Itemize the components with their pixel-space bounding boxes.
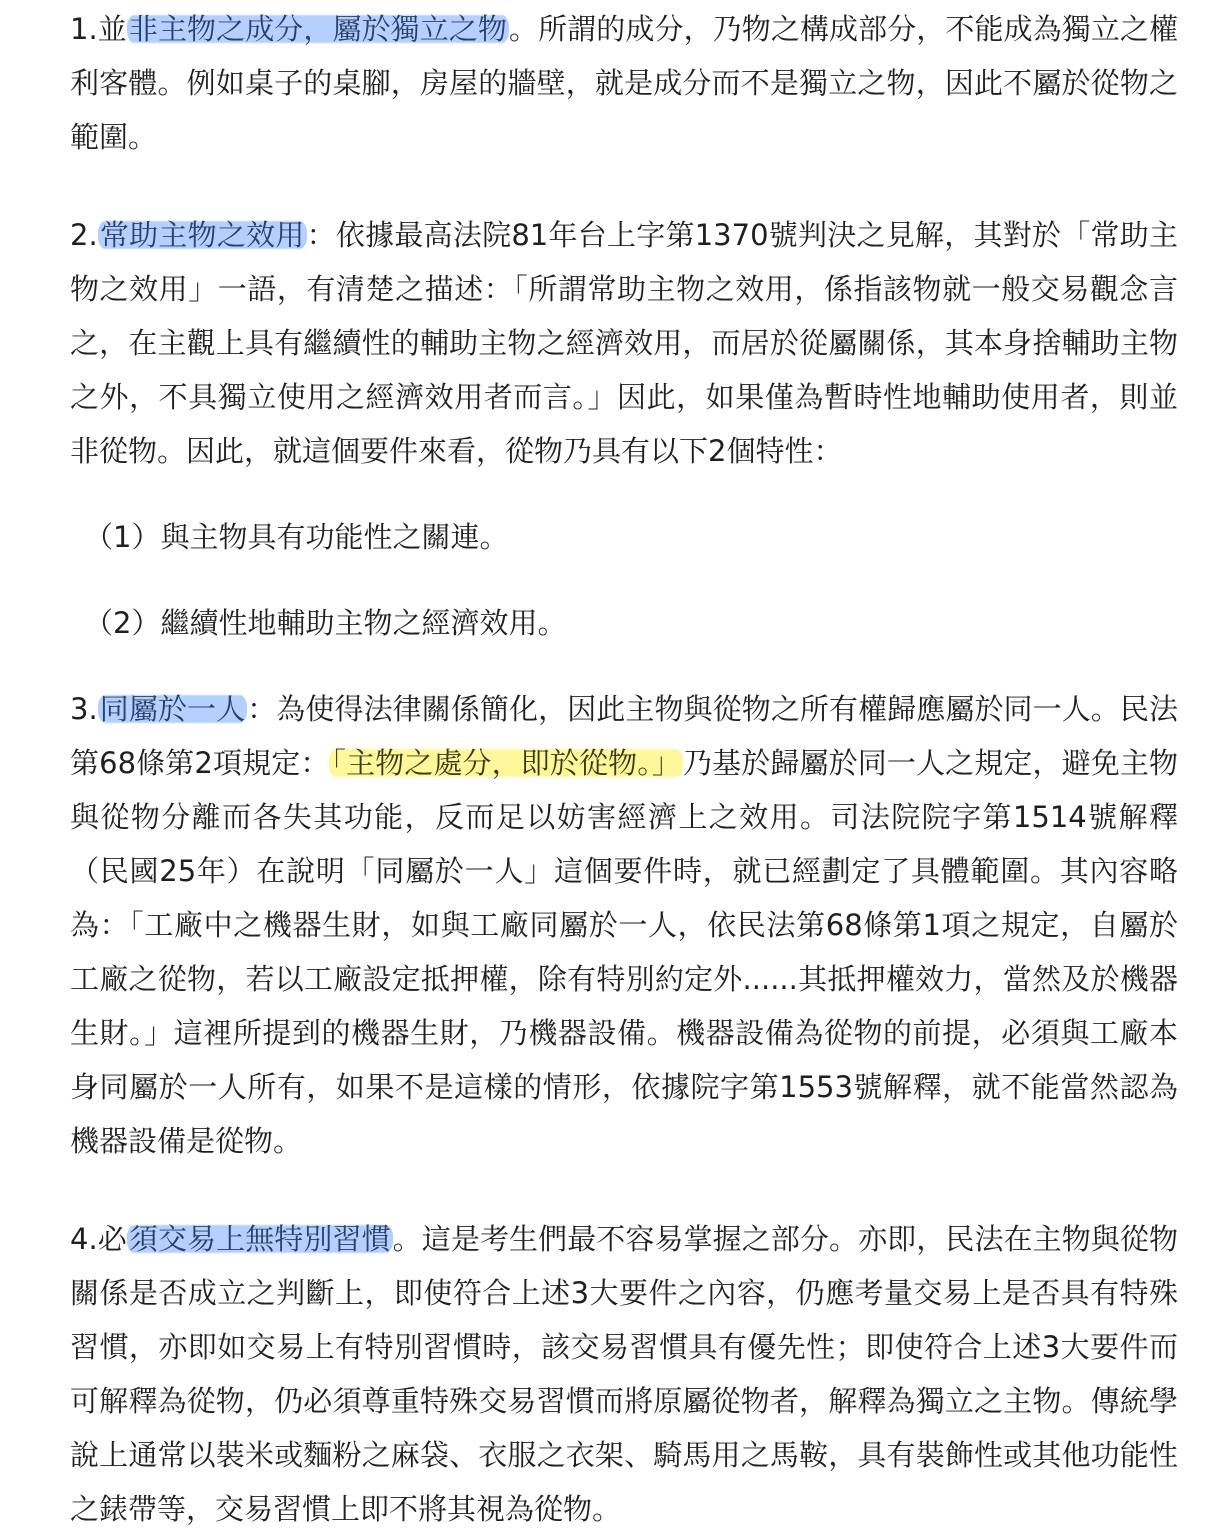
paragraph-3-prefix: 3. (70, 692, 98, 726)
spacer (70, 478, 1178, 510)
spacer (70, 164, 1178, 208)
paragraph-3-highlight: 同屬於一人 (99, 692, 246, 726)
document-page (70, 2, 1178, 1536)
paragraph-3-text-b: 乃基於歸屬於同一人之規定，避免主物與從物分離而各失其功能，反而足以妨害經濟上之效用。司法院院字第1514號解釋（民國25年）在說明「同屬於一人」這個要件時，就已經劃定了具體範圍。其內容略為：「工廠中之機器生財，如與工廠同屬於一人，依民法第68條第1項之規定，自屬於工廠之從物，若以工廠設定抵押權，除有特別約定外......其抵押權效力，當然及於機器生財。」這裡所提到的機器生財，乃機器設備。機器設備為從物的前提，必須與工廠本身同屬於一人所有，如果不是這樣的情形，依據院字第1553號解釋，就不能當然認為機器設備是從物。 (70, 746, 1178, 1158)
paragraph-4-prefix: 4.必 (70, 1222, 127, 1256)
paragraph-3 (70, 682, 1178, 1168)
paragraph-4-highlight: 須交易上無特別習慣 (128, 1222, 391, 1256)
paragraph-1-prefix: 1.並 (70, 12, 127, 46)
paragraph-2-prefix: 2. (70, 218, 98, 252)
spacer (70, 564, 1178, 596)
paragraph-1-text: 。所謂的成分，乃物之構成部分，不能成為獨立之權利客體。例如桌子的桌腳，房屋的牆壁，就是成分而不是獨立之物，因此不屬於從物之範圍。 (70, 12, 1178, 154)
list-item-1: （1）與主物具有功能性之關連。 (84, 520, 509, 554)
paragraph-4 (70, 1212, 1178, 1536)
paragraph-1 (70, 2, 1178, 164)
paragraph-3-yellow-highlight: 「主物之處分，即於從物。」 (331, 746, 682, 780)
paragraph-4-text: 。這是考生們最不容易掌握之部分。亦即，民法在主物與從物關係是否成立之判斷上，即使符合上述3大要件之內容，仍應考量交易上是否具有特殊習慣，亦即如交易上有特別習慣時，該交易習慣具有優先性；即使符合上述3大要件而可解釋為從物，仍必須尊重特殊交易習慣而將原屬從物者，解釋為獨立之主物。傳統學說上通常以裝米或麵粉之麻袋、衣服之衣架、騎馬用之馬鞍，具有裝飾性或其他功能性之錶帶等，交易習慣上即不將其視為從物。 (70, 1222, 1178, 1526)
paragraph-2 (70, 208, 1178, 478)
spacer (70, 1168, 1178, 1212)
spacer (70, 650, 1178, 682)
list-item-2: （2）繼續性地輔助主物之經濟效用。 (84, 606, 567, 640)
paragraph-1-highlight: 非主物之成分，屬於獨立之物 (128, 12, 508, 46)
paragraph-2-text: ：依據最高法院81年台上字第1370號判決之見解，其對於「常助主物之效用」一語，有清楚之描述：「所謂常助主物之效用，係指該物就一般交易觀念言之，在主觀上具有繼續性的輔助主物之經濟效用，而居於從屬關係，其本身捨輔助主物之外，不具獨立使用之經濟效用者而言。」因此，如果僅為暫時性地輔助使用者，則並非從物。因此，就這個要件來看，從物乃具有以下2個特性： (70, 218, 1178, 468)
paragraph-2-highlight: 常助主物之效用 (99, 218, 305, 252)
paragraph-3-text-a: ：為使得法律關係簡化，因此主物與從物之所有權歸應屬於同一人。民法第68條第2項規定： (70, 692, 1178, 780)
